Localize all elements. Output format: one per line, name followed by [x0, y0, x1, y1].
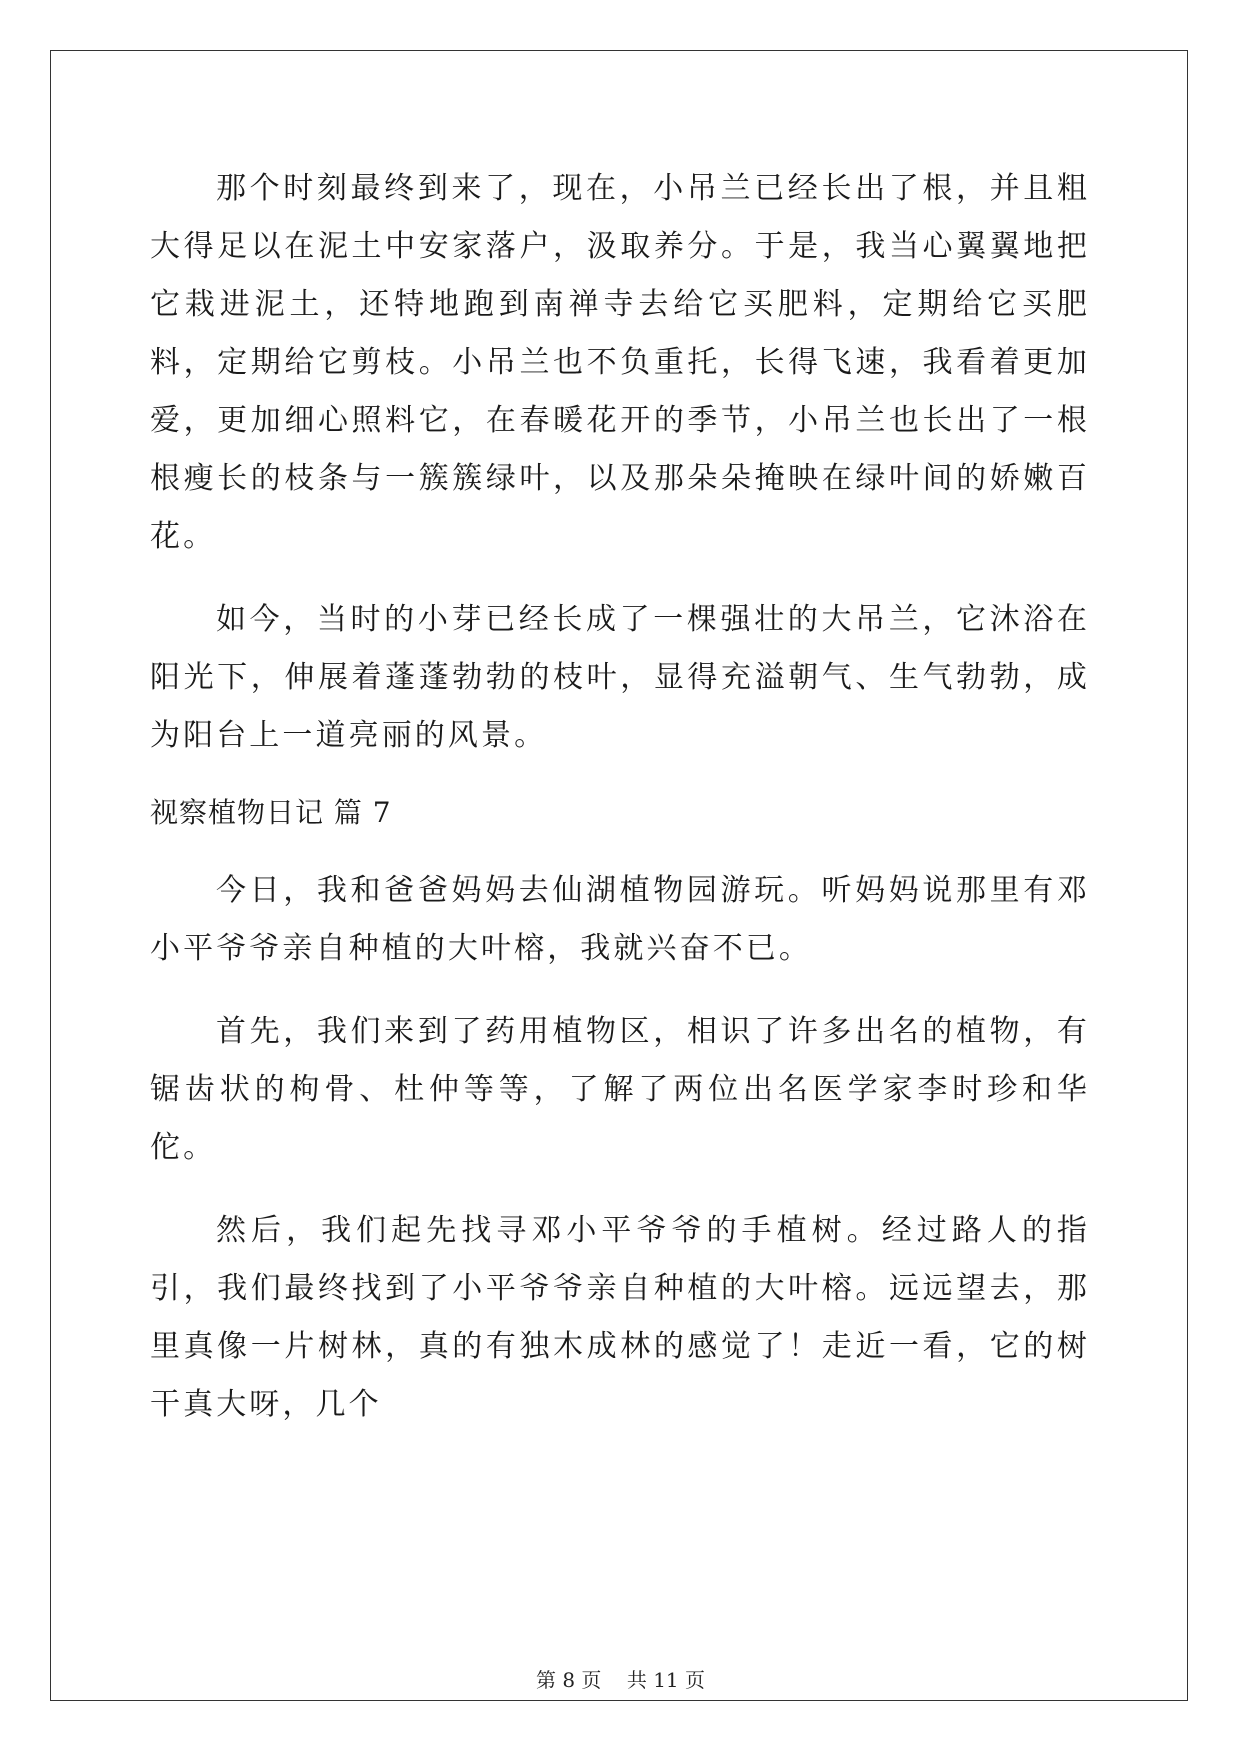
section-heading: 视察植物日记 篇 7	[150, 796, 392, 829]
paragraph: 然后，我们起先找寻邓小平爷爷的手植树。经过路人的指引，我们最终找到了小平爷爷亲自种植的大叶榕。远远望去，那里真像一片树林，真的有独木成林的感觉了！走近一看，它的树干真大呀，几个	[150, 1213, 1090, 1422]
page-number-footer: 第 8 页 共 11 页	[535, 1668, 706, 1692]
document-body	[150, 160, 1090, 1459]
paragraph: 如今，当时的小芽已经长成了一棵强壮的大吊兰，它沐浴在阳光下，伸展着蓬蓬勃勃的枝叶，显得充溢朝气、生气勃勃，成为阳台上一道亮丽的风景。	[150, 602, 1090, 753]
paragraph: 今日，我和爸爸妈妈去仙湖植物园游玩。听妈妈说那里有邓小平爷爷亲自种植的大叶榕，我就兴奋不已。	[150, 873, 1090, 966]
paragraph: 那个时刻最终到来了，现在，小吊兰已经长出了根，并且粗大得足以在泥土中安家落户，汲取养分。于是，我当心翼翼地把它栽进泥土，还特地跑到南禅寺去给它买肥料，定期给它买肥料，定期给它剪枝。小吊兰也不负重托，长得飞速，我看着更加爱，更加细心照料它，在春暖花开的季节，小吊兰也长出了一根根瘦长的枝条与一簇簇绿叶，以及那朵朵掩映在绿叶间的娇嫩百花。	[150, 171, 1090, 554]
paragraph: 首先，我们来到了药用植物区，相识了许多出名的植物，有锯齿状的枸骨、杜仲等等，了解了两位出名医学家李时珍和华佗。	[150, 1014, 1090, 1165]
